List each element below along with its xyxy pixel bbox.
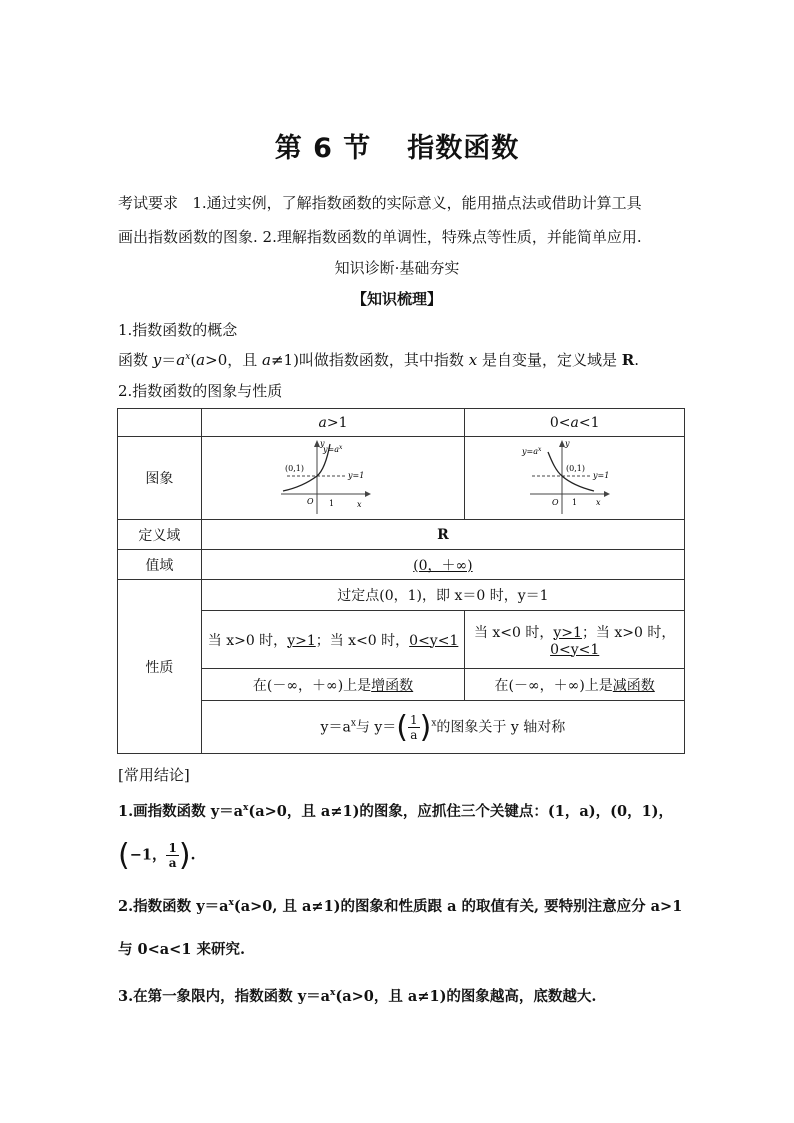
- prop-frag: ；当 x<0 时，: [315, 632, 410, 649]
- x-axis-label: x: [595, 498, 601, 507]
- conclusion-3: [118, 985, 596, 1006]
- prop-frag: y>1: [553, 624, 582, 641]
- concept-frag: x: [185, 352, 191, 362]
- mono-frag: 在(－∞，＋∞)上是: [252, 677, 372, 694]
- x-arrow: [365, 491, 371, 497]
- prop-right-cell: [465, 611, 685, 669]
- col-frag: <1: [578, 414, 600, 431]
- mono-frag: 增函数: [371, 677, 414, 694]
- prop-frag: 0<y<1: [550, 641, 600, 658]
- right-paren: ): [419, 709, 432, 745]
- tick-1-label: 1: [571, 498, 577, 507]
- conclusion-2: [118, 895, 682, 916]
- point-label: (0,1): [565, 464, 585, 473]
- range-value: [201, 550, 684, 580]
- sym-frag: 的图象关于 y 轴对称: [436, 719, 566, 735]
- concept-frag: a: [196, 351, 206, 369]
- corner-cell: [118, 409, 202, 437]
- y-axis-label: y: [320, 439, 325, 448]
- hline-label: y=1: [348, 471, 365, 480]
- col-frag: >1: [326, 414, 348, 431]
- col-frag: a: [318, 414, 327, 431]
- domain-value: R: [201, 520, 684, 550]
- numerator: 1: [168, 841, 177, 855]
- sym-frag: x: [431, 718, 437, 728]
- properties-table: [117, 408, 685, 754]
- requirements-line-2: 画出指数函数的图象. 2.理解指数函数的单调性，特殊点等性质，并能简单应用.: [118, 228, 642, 246]
- conclusion-2-cont: 与 0<a<1 来研究.: [118, 941, 246, 958]
- fraction: [408, 713, 420, 742]
- conclusion-1: [118, 800, 673, 821]
- y-axis-label: y: [564, 439, 570, 448]
- x-arrow: [604, 491, 610, 497]
- hline-label: y=1: [592, 471, 609, 480]
- concept-frag: ≠1)叫做指数函数，其中指数: [270, 351, 469, 369]
- fraction: [166, 841, 178, 870]
- c2-frag: y＝a: [196, 898, 229, 915]
- sym-frag: y＝a: [320, 719, 351, 735]
- tick-1-label: 1: [329, 499, 335, 508]
- func-label: $y=a^x$: [521, 446, 542, 456]
- concept-frag: R: [621, 351, 635, 369]
- c3-frag: x: [330, 988, 336, 998]
- decreasing-exponential-graph: [520, 438, 630, 518]
- concept-frag: >0，且: [205, 351, 263, 369]
- point-label: (0,1): [285, 464, 305, 473]
- fixed-point-cell: 过定点(0，1)，即 x＝0 时，y＝1: [201, 580, 684, 611]
- concept-heading: 1.指数函数的概念: [118, 321, 238, 339]
- mono-frag: 减函数: [612, 677, 655, 694]
- row-domain-label: 定义域: [118, 520, 202, 550]
- right-paren: ): [178, 838, 191, 873]
- concept-frag: x: [468, 351, 478, 369]
- graph-heading: 2.指数函数的图象与性质: [118, 382, 283, 400]
- graph-cell-left: [201, 437, 465, 520]
- prop-frag: ；当 x>0 时，: [581, 624, 676, 641]
- page-title: [0, 126, 794, 165]
- c3-frag: (a>0，且 a≠1)的图象越高，底数越大.: [335, 988, 597, 1005]
- prop-frag: y>1: [287, 632, 316, 649]
- requirements-label: 考试要求: [118, 194, 179, 212]
- c1-frag: .: [190, 846, 196, 864]
- c1-frag: x: [243, 803, 249, 813]
- conclusion-1-cont: [118, 838, 196, 873]
- c3-frag: y＝a: [297, 988, 331, 1005]
- graph-cell-right: [465, 437, 685, 520]
- increasing-exponential-graph: [273, 438, 393, 518]
- col-frag: a: [570, 414, 579, 431]
- conclusions-label: [常用结论]: [118, 766, 190, 784]
- c1-frag: −1，: [129, 846, 167, 864]
- row-range-label: 值域: [118, 550, 202, 580]
- col-a-gt-1: [201, 409, 465, 437]
- sym-frag: 与 y＝: [355, 719, 397, 735]
- concept-frag: 是自变量，定义域是: [477, 351, 622, 369]
- concept-frag: a: [262, 351, 271, 369]
- prop-left-cell: [201, 611, 465, 669]
- origin-label: O: [307, 497, 314, 506]
- denominator: a: [168, 856, 177, 870]
- c1-frag: 1.画指数函数: [118, 803, 211, 820]
- concept-frag: (: [190, 351, 197, 369]
- mono-frag: 在(－∞，＋∞)上是: [494, 677, 613, 694]
- concept-frag: y: [152, 351, 162, 369]
- concept-frag: 函数: [118, 351, 153, 369]
- concept-text: [118, 349, 639, 370]
- left-paren: (: [118, 838, 130, 873]
- section-number: 第 6 节: [274, 133, 372, 164]
- sub-heading: 【知识梳理】: [351, 290, 442, 308]
- c3-frag: 3.在第一象限内，指数函数: [118, 988, 298, 1005]
- denominator: a: [410, 727, 418, 742]
- origin-label: O: [551, 498, 559, 507]
- prop-frag: 当 x<0 时，: [473, 624, 554, 641]
- symmetry-cell: [201, 701, 684, 754]
- section-name: 指数函数: [407, 133, 520, 164]
- func-label: $y=a^x$: [323, 444, 343, 454]
- c1-frag: (a>0，且 a≠1)的图象，应抓住三个关键点：(1，a)，(0，1)，: [248, 803, 674, 820]
- col-frag: 0<: [549, 414, 571, 431]
- concept-frag: ＝: [161, 351, 177, 369]
- section-heading: 知识诊断·基础夯实: [334, 259, 460, 277]
- c2-frag: 2.指数函数: [118, 898, 197, 915]
- mono-right-cell: [465, 669, 685, 701]
- c2-frag: x: [228, 898, 234, 908]
- requirements-text-1: 1.通过实例，了解指数函数的实际意义，能用描点法或借助计算工具: [192, 194, 642, 212]
- row-graph-label: 图象: [118, 437, 202, 520]
- prop-frag: 当 x>0 时，: [207, 632, 288, 649]
- sym-frag: x: [350, 718, 356, 728]
- row-props-label: 性质: [118, 580, 202, 754]
- requirements-line-1: [118, 192, 642, 213]
- col-a-lt-1: [465, 409, 685, 437]
- numerator: 1: [409, 712, 418, 727]
- c2-frag: (a>0, 且 a≠1)的图象和性质跟 a 的取值有关, 要特别注意应分 a>1: [233, 898, 683, 915]
- concept-frag: a: [176, 351, 186, 369]
- left-paren: (: [396, 709, 408, 745]
- range-text: (0，＋∞): [413, 557, 473, 574]
- c1-frag: y＝a: [210, 803, 244, 820]
- x-axis-label: x: [357, 500, 362, 509]
- mono-left-cell: [201, 669, 465, 701]
- prop-frag: 0<y<1: [409, 632, 459, 649]
- concept-frag: .: [634, 351, 639, 369]
